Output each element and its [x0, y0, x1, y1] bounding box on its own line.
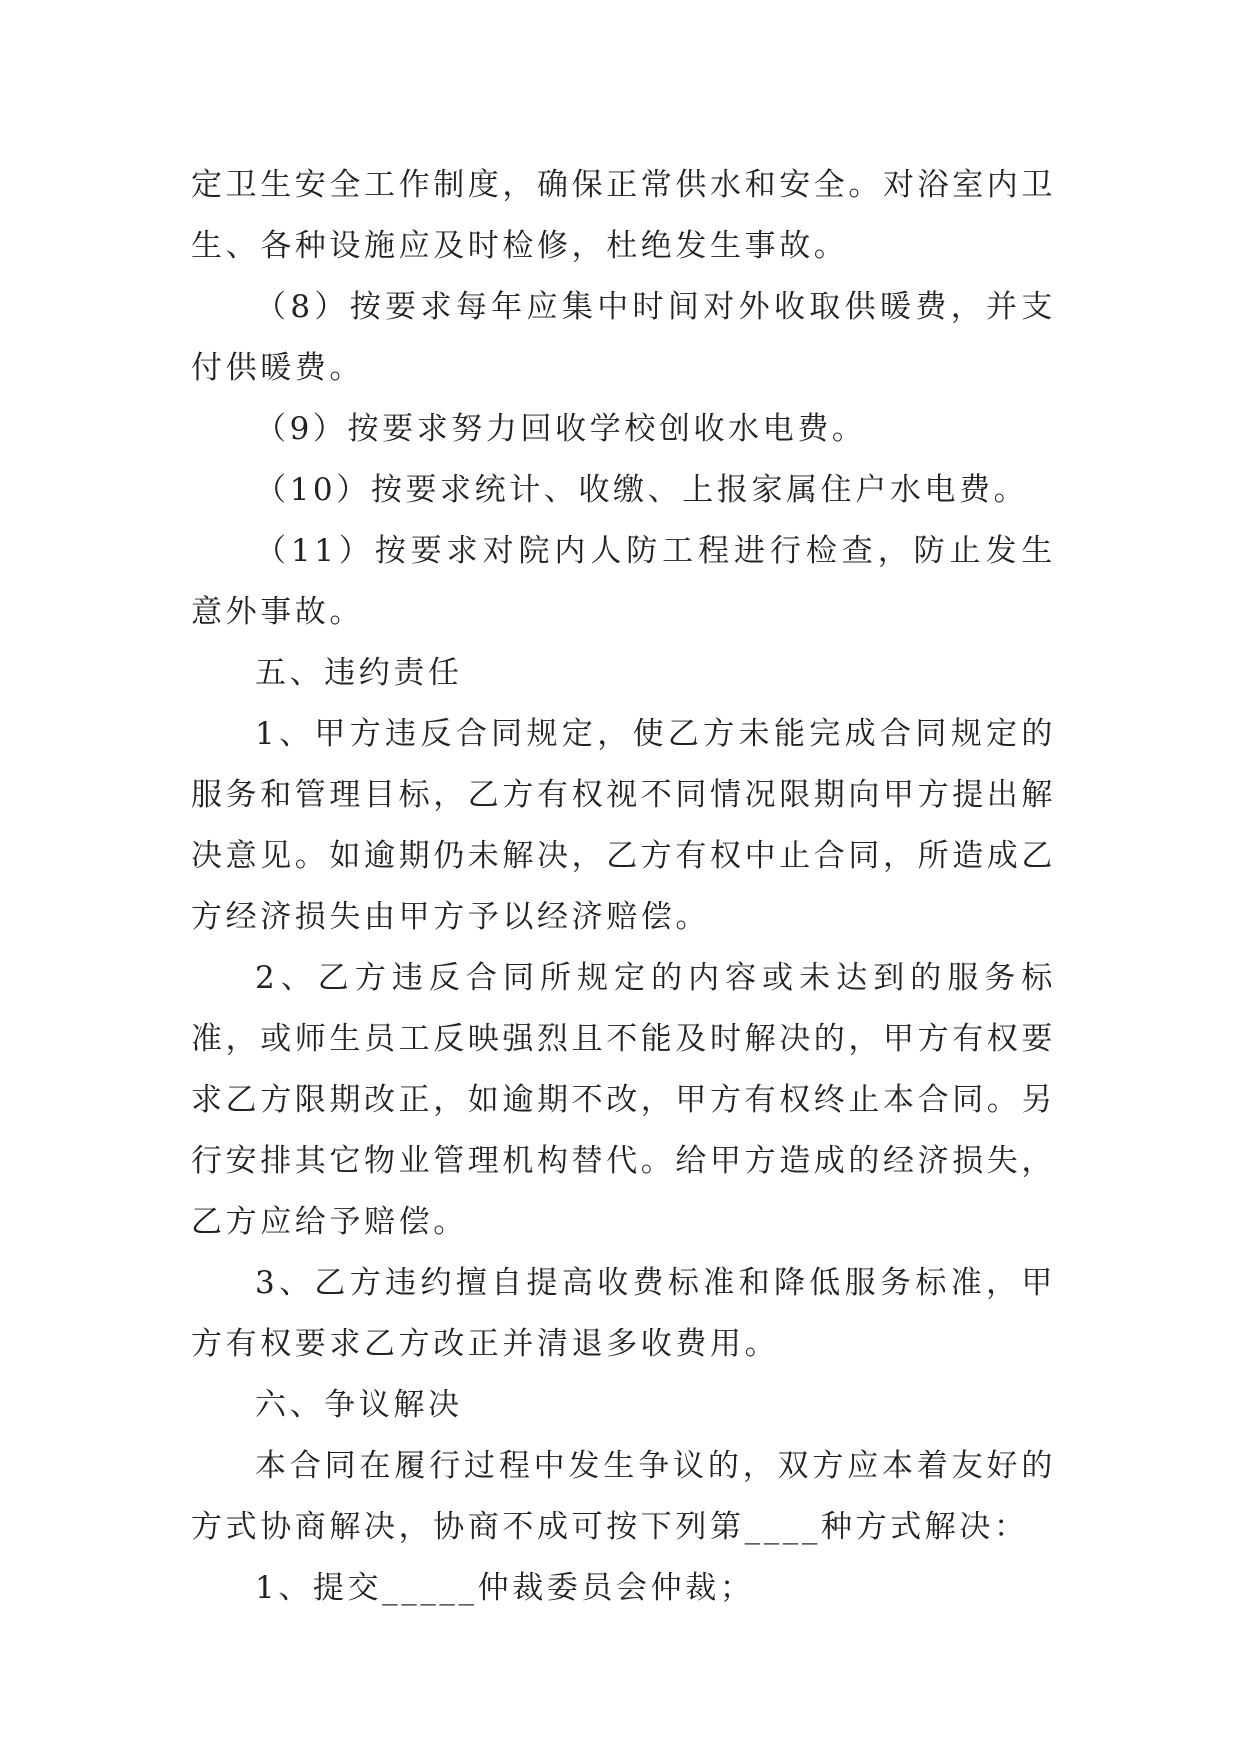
paragraph-breach-2: 2、乙方违反合同所规定的内容或未达到的服务标准，或师生员工反映强烈且不能及时解决的，甲方有权要求乙方限期改正，如逾期不改，甲方有权终止本合同。另行安排其它物业管理机构替代。给甲方造成的经济损失，乙方应给予赔偿。	[191, 960, 1056, 1240]
paragraph-breach-3: 3、乙方违约擅自提高收费标准和降低服务标准，甲方有权要求乙方改正并清退多收费用。	[191, 1265, 1056, 1362]
section-heading-dispute: 六、争议解决	[255, 1387, 463, 1423]
paragraph-dispute-intro: 本合同在履行过程中发生争议的，双方应本着友好的方式协商解决，协商不成可按下列第____种方式解决：	[191, 1448, 1056, 1545]
section-heading-breach: 五、违约责任	[255, 655, 463, 691]
paragraph-item-10: （10）按要求统计、收缴、上报家属住户水电费。	[255, 472, 1029, 508]
paragraph-item-11: （11）按要求对院内人防工程进行检查，防止发生意外事故。	[191, 533, 1056, 630]
paragraph-item-9: （9）按要求努力回收学校创收水电费。	[255, 411, 867, 447]
paragraph-item-8: （8）按要求每年应集中时间对外收取供暖费，并支付供暖费。	[191, 289, 1056, 386]
document-body	[191, 155, 1056, 1619]
paragraph-continuation: 定卫生安全工作制度，确保正常供水和安全。对浴室内卫生、各种设施应及时检修，杜绝发生事故。	[191, 167, 1056, 264]
paragraph-breach-1: 1、甲方违反合同规定，使乙方未能完成合同规定的服务和管理目标，乙方有权视不同情况限期向甲方提出解决意见。如逾期仍未解决，乙方有权中止合同，所造成乙方经济损失由甲方予以经济赔偿。	[191, 716, 1056, 935]
paragraph-dispute-1: 1、提交_____仲裁委员会仲裁；	[255, 1570, 755, 1606]
